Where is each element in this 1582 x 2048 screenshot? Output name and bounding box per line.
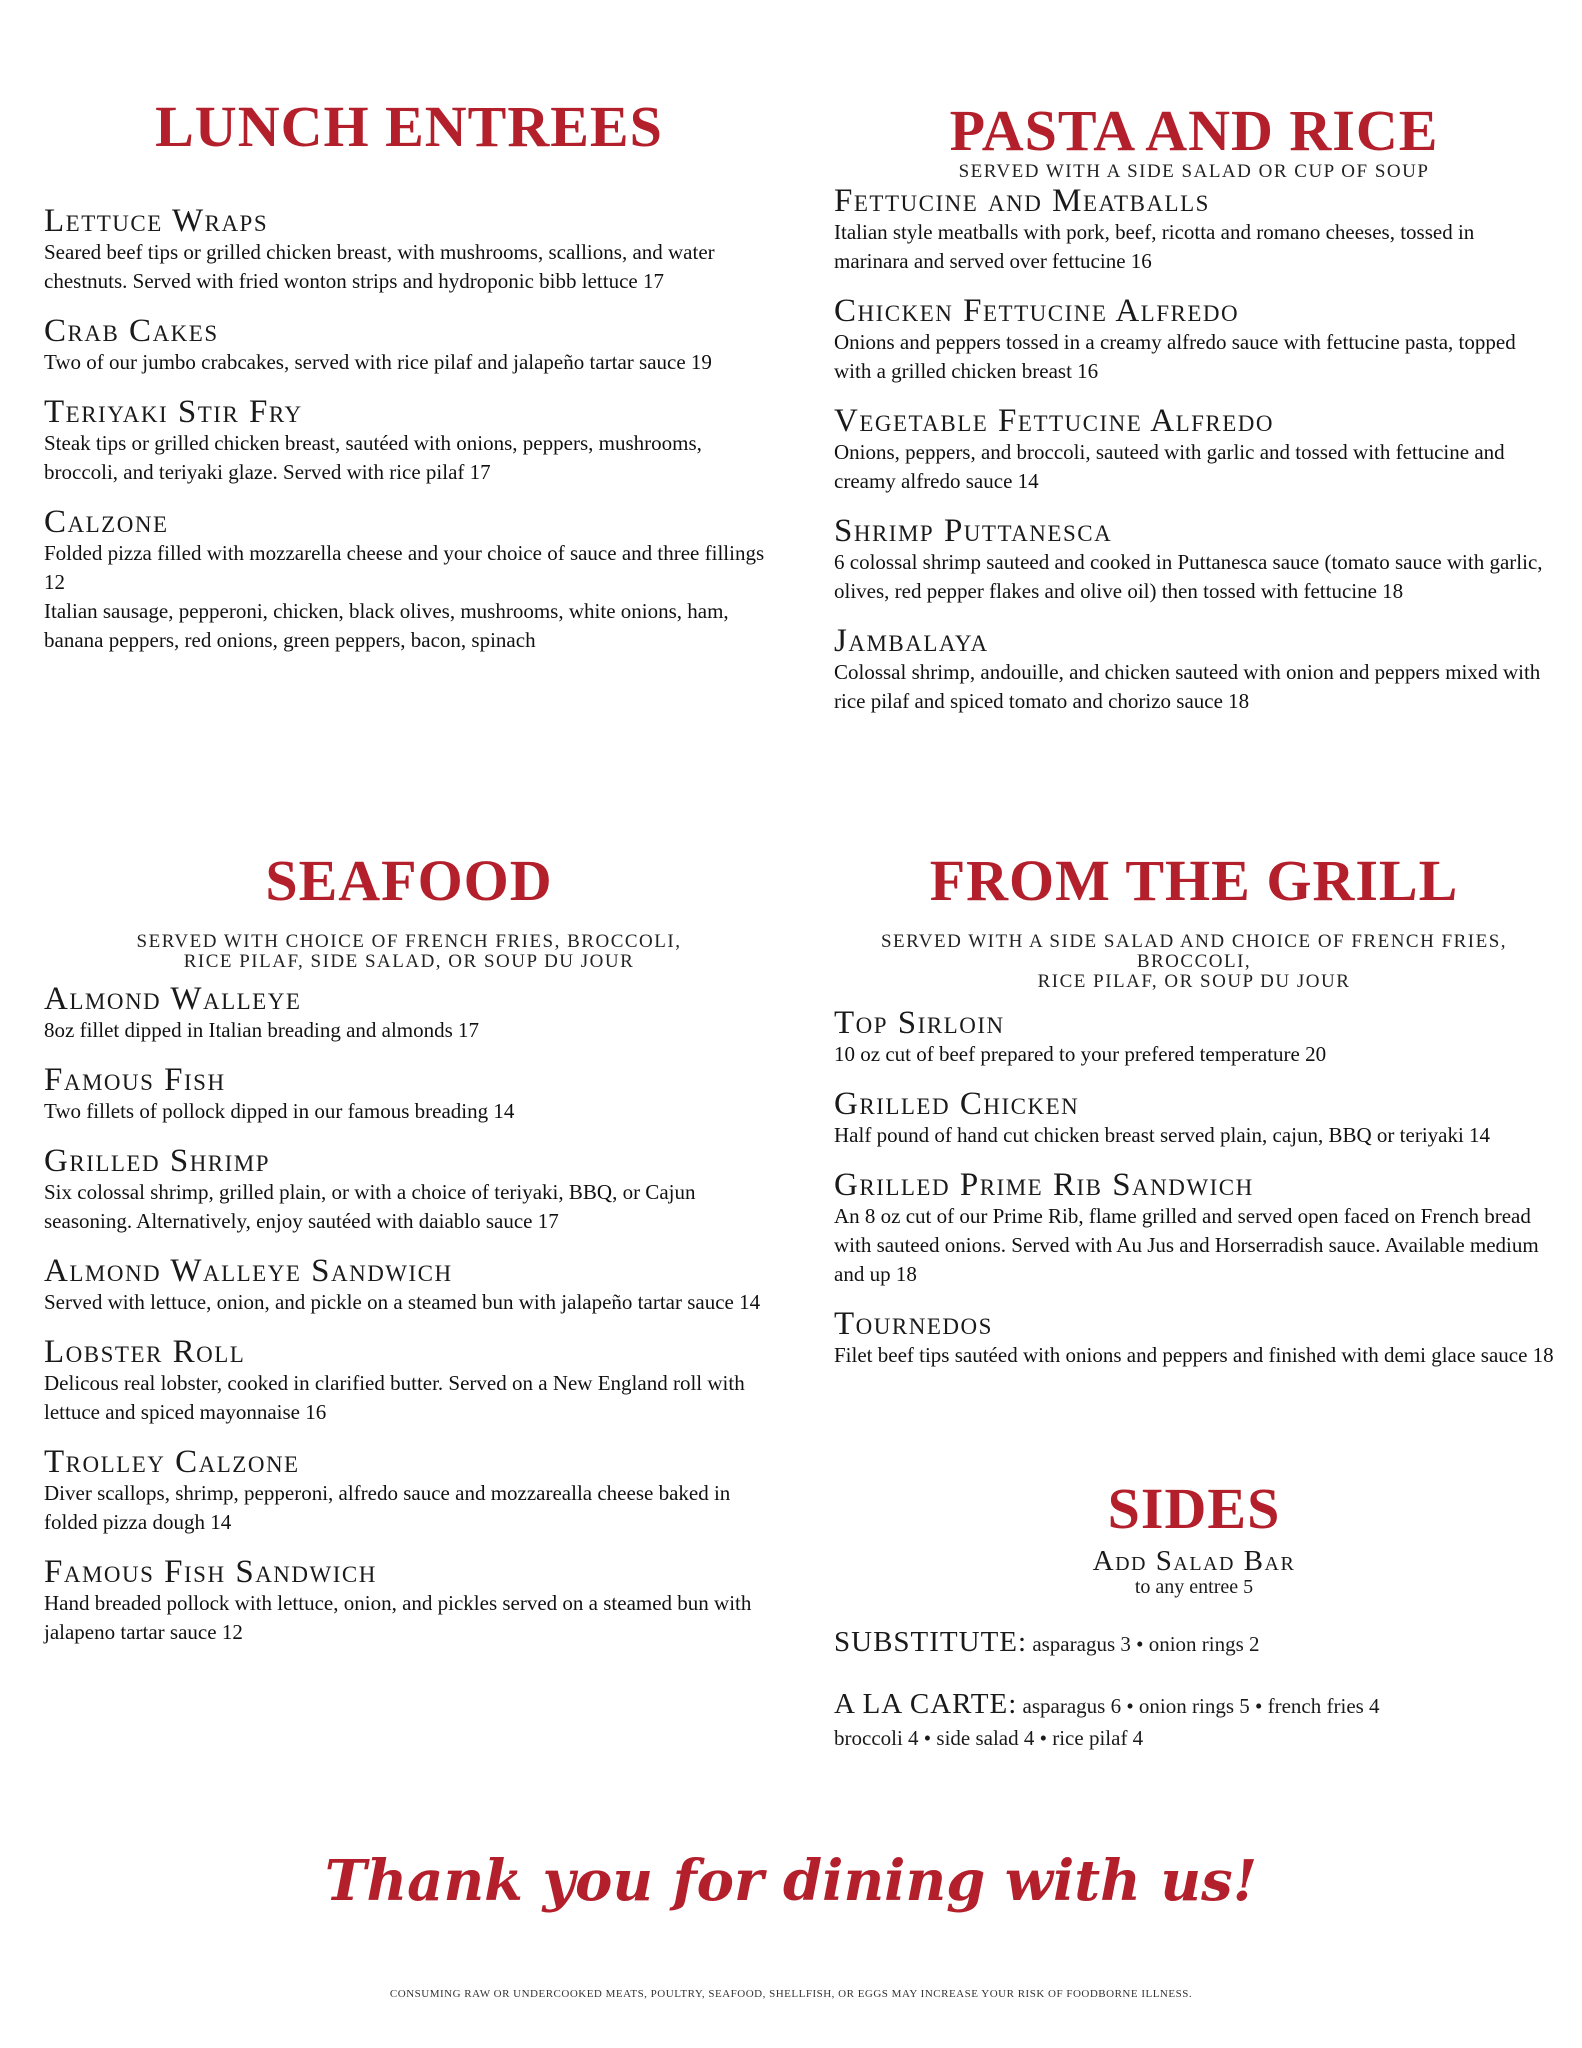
menu-item (834, 184, 1554, 276)
item-name: Calzone (44, 504, 169, 540)
item-name: Fettucine and Meatballs (834, 183, 1210, 219)
item-name: Lobster Roll (44, 1334, 246, 1370)
item-name: Grilled Prime Rib Sandwich (834, 1167, 1254, 1203)
item-desc: Italian style meatballs with pork, beef, ricotta and romano cheeses, tossed in marinara and served over fettucine 16 (834, 220, 1475, 273)
item-fillings: Italian sausage, pepperoni, chicken, black olives, mushrooms, white onions, ham, banana peppers, red onions, green peppers, bacon, spinach (44, 599, 729, 652)
grill-subtitle-line2: RICE PILAF, OR SOUP DU JOUR (1037, 971, 1351, 992)
menu-item (44, 1063, 774, 1126)
alacarte-line (834, 1688, 1554, 1754)
item-desc: Diver scallops, shrimp, pepperoni, alfredo sauce and mozzarealla cheese baked in folded pizza dough 14 (44, 1481, 731, 1534)
item-desc: Filet beef tips sautéed with onions and peppers and finished with demi glace sauce 18 (834, 1343, 1554, 1367)
item-desc: 10 oz cut of beef prepared to your prefered temperature 20 (834, 1042, 1327, 1066)
menu-item (44, 1144, 774, 1236)
menu-item (44, 505, 774, 655)
item-name: Almond Walleye (44, 981, 302, 1017)
item-desc: Hand breaded pollock with lettuce, onion, and pickles served on a steamed bun with jalapeno tartar sauce 12 (44, 1591, 752, 1644)
item-desc: Delicous real lobster, cooked in clarified butter. Served on a New England roll with lettuce and spiced mayonnaise 16 (44, 1371, 745, 1424)
item-desc: Steak tips or grilled chicken breast, sautéed with onions, peppers, mushrooms, broccoli, and teriyaki glaze. Served with rice pilaf 17 (44, 431, 702, 484)
item-desc: Onions, peppers, and broccoli, sauteed with garlic and tossed with fettucine and creamy alfredo sauce 14 (834, 440, 1505, 493)
item-name: Lettuce Wraps (44, 203, 269, 239)
menu-item (834, 624, 1554, 716)
grill-title: FROM THE GRILL (929, 848, 1459, 913)
item-desc: Seared beef tips or grilled chicken breast, with mushrooms, scallions, and water chestnuts. Served with fried wonton strips and hydroponic bibb lettuce 17 (44, 240, 715, 293)
seafood-subtitle-line2: RICE PILAF, SIDE SALAD, OR SOUP DU JOUR (183, 951, 635, 972)
menu-item (834, 1168, 1554, 1289)
menu-item (834, 1006, 1554, 1069)
lunch-section (44, 94, 774, 655)
item-name: Top Sirloin (834, 1005, 1005, 1041)
item-name: Crab Cakes (44, 313, 219, 349)
item-name: Famous Fish (44, 1062, 226, 1098)
sides-section (834, 1476, 1554, 1754)
menu-item (44, 1254, 774, 1317)
menu-item (44, 1445, 774, 1537)
alacarte-label: A LA CARTE: (834, 1688, 1018, 1720)
seafood-section (44, 848, 774, 1647)
alacarte-text: asparagus 6 • onion rings 5 • french fries 4 (1022, 1694, 1380, 1718)
menu-item (834, 1087, 1554, 1150)
menu-item (44, 1335, 774, 1427)
item-name: Grilled Chicken (834, 1086, 1080, 1122)
item-desc: Half pound of hand cut chicken breast served plain, cajun, BBQ or teriyaki 14 (834, 1123, 1491, 1147)
menu-item (44, 1555, 774, 1647)
item-desc: Onions and peppers tossed in a creamy alfredo sauce with fettucine pasta, topped with a grilled chicken breast 16 (834, 330, 1516, 383)
alacarte-text-line2: broccoli 4 • side salad 4 • rice pilaf 4 (834, 1726, 1144, 1750)
pasta-subtitle: SERVED WITH A SIDE SALAD OR CUP OF SOUP (958, 161, 1430, 182)
item-desc: Six colossal shrimp, grilled plain, or with a choice of teriyaki, BBQ, or Cajun seasoning. Alternatively, enjoy sautéed with daiablo sauce 17 (44, 1180, 696, 1233)
item-name: Teriyaki Stir Fry (44, 394, 303, 430)
menu-item (834, 514, 1554, 606)
item-desc: 8oz fillet dipped in Italian breading and almonds 17 (44, 1018, 480, 1042)
item-desc: Two fillets of pollock dipped in our famous breading 14 (44, 1099, 515, 1123)
item-name: Chicken Fettucine Alfredo (834, 293, 1240, 329)
menu-item (834, 294, 1554, 386)
menu-item (834, 1307, 1554, 1370)
menu-item (44, 395, 774, 487)
item-name: Famous Fish Sandwich (44, 1554, 377, 1590)
add-salad-note: to any entree 5 (1134, 1576, 1254, 1598)
sides-title: SIDES (1107, 1476, 1281, 1541)
item-name: Jambalaya (834, 623, 989, 659)
item-name: Vegetable Fettucine Alfredo (834, 403, 1275, 439)
item-desc: An 8 oz cut of our Prime Rib, flame grilled and served open faced on French bread with sauteed onions. Served with Au Jus and Horserradish sauce. Available medium and up 18 (834, 1204, 1539, 1286)
lunch-title: LUNCH ENTREES (155, 94, 663, 159)
thank-you-message: Thank you for dining with us! (324, 1848, 1258, 1914)
menu-item (44, 204, 774, 296)
menu-item (44, 314, 774, 377)
item-name: Almond Walleye Sandwich (44, 1253, 453, 1289)
grill-subtitle-line1: SERVED WITH A SIDE SALAD AND CHOICE OF FRENCH FRIES, BROCCOLI, (880, 931, 1508, 972)
substitute-text: asparagus 3 • onion rings 2 (1032, 1632, 1260, 1656)
pasta-section (834, 98, 1554, 716)
menu-item (44, 982, 774, 1045)
item-name: Grilled Shrimp (44, 1143, 271, 1179)
grill-section (834, 848, 1554, 1370)
item-desc: Colossal shrimp, andouille, and chicken sauteed with onion and peppers mixed with rice pilaf and spiced tomato and chorizo sauce 18 (834, 660, 1541, 713)
menu-item (834, 404, 1554, 496)
item-name: Tournedos (834, 1306, 993, 1342)
food-safety-disclaimer: CONSUMING RAW OR UNDERCOOKED MEATS, POULTRY, SEAFOOD, SHELLFISH, OR EGGS MAY INCREASE YOUR RISK OF FOODBORNE ILLNESS. (389, 1988, 1193, 2000)
item-desc: 6 colossal shrimp sauteed and cooked in Puttanesca sauce (tomato sauce with garlic, olives, red pepper flakes and olive oil) then tossed with fettucine 18 (834, 550, 1543, 603)
item-desc: Served with lettuce, onion, and pickle on a steamed bun with jalapeño tartar sauce 14 (44, 1290, 761, 1314)
seafood-title: SEAFOOD (265, 848, 553, 913)
seafood-subtitle-line1: SERVED WITH CHOICE OF FRENCH FRIES, BROCCOLI, (136, 931, 682, 952)
substitute-label: SUBSTITUTE: (834, 1626, 1028, 1658)
pasta-title: PASTA AND RICE (949, 98, 1439, 163)
item-name: Trolley Calzone (44, 1444, 300, 1480)
item-desc: Two of our jumbo crabcakes, served with rice pilaf and jalapeño tartar sauce 19 (44, 350, 712, 374)
substitute-line (834, 1626, 1554, 1660)
item-name: Shrimp Puttanesca (834, 513, 1113, 549)
item-desc: Folded pizza filled with mozzarella cheese and your choice of sauce and three fillings 12 (44, 541, 765, 594)
add-salad-bar: Add Salad Bar (1092, 1545, 1296, 1577)
